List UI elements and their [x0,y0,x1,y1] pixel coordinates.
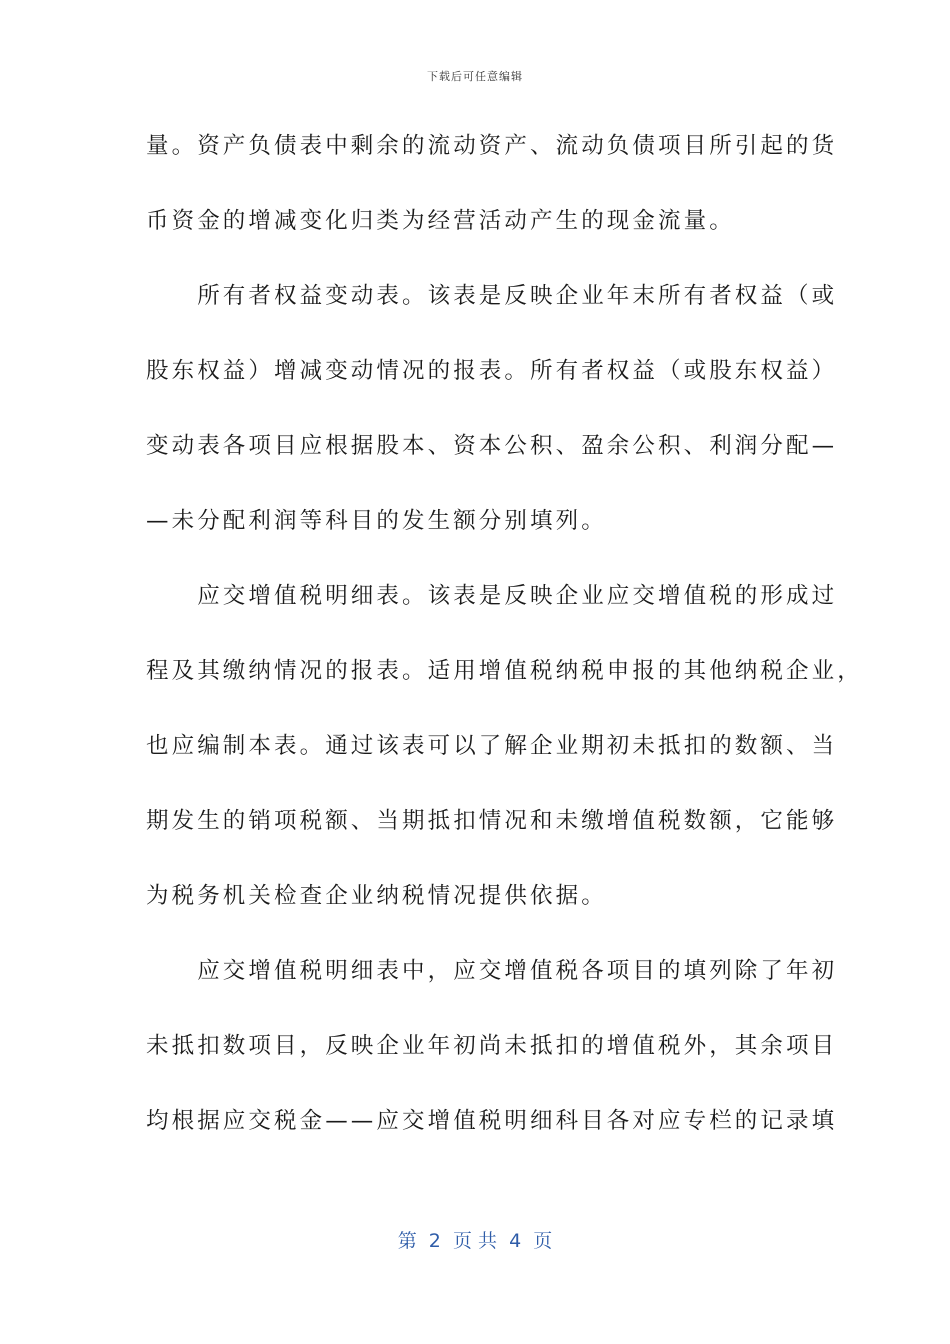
text-line: —未分配利润等科目的发生额分别填列。 [146,508,607,534]
page-number-footer: 第 2 页 共 4 页 [397,1230,553,1252]
body-text [146,126,863,1176]
text-line: 未抵扣数项目，反映企业年初尚未抵扣的增值税外，其余项目 [146,1033,838,1059]
text-line: 币资金的增减变化归类为经营活动产生的现金流量。 [146,208,735,234]
text-line: 为税务机关检查企业纳税情况提供依据。 [146,883,607,909]
text-line: 期发生的销项税额、当期抵扣情况和未缴增值税数额，它能够 [146,808,838,834]
text-line: 应交增值税明细表。该表是反映企业应交增值税的形成过 [146,583,838,609]
page-header: 下载后可任意编辑 [427,70,523,83]
text-line: 变动表各项目应根据股本、资本公积、盈余公积、利润分配— [146,433,838,459]
text-line: 均根据应交税金——应交增值税明细科目各对应专栏的记录填 [146,1108,838,1134]
text-line: 所有者权益变动表。该表是反映企业年末所有者权益（或 [146,283,838,309]
text-line: 股东权益）增减变动情况的报表。所有者权益（或股东权益） [146,358,838,384]
text-line: 应交增值税明细表中，应交增值税各项目的填列除了年初 [146,958,838,984]
text-line: 程及其缴纳情况的报表。适用增值税纳税申报的其他纳税企业， [146,658,863,684]
text-line: 也应编制本表。通过该表可以了解企业期初未抵扣的数额、当 [146,733,838,759]
text-line: 量。资产负债表中剩余的流动资产、流动负债项目所引起的货 [146,133,838,159]
